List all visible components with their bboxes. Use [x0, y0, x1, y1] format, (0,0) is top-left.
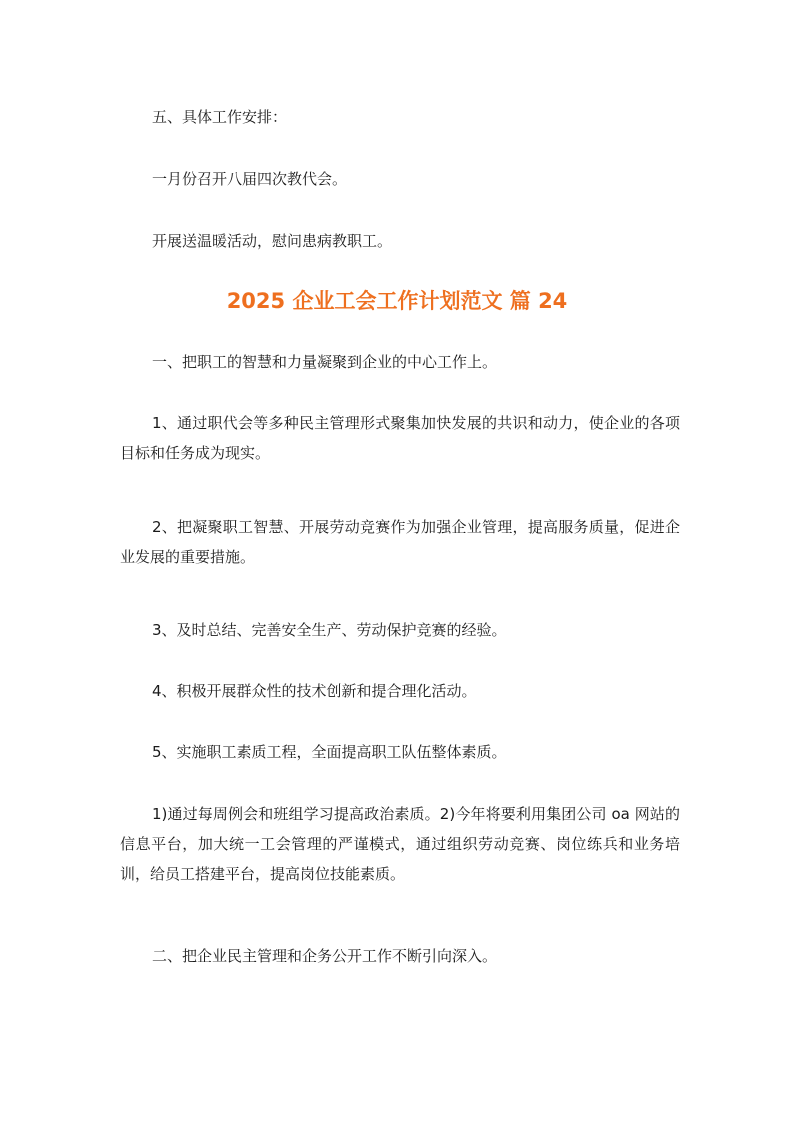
paragraph-item-7: 1)通过每周例会和班组学习提高政治素质。2)今年将要利用集团公司 oa 网站的信息平台，加大统一工会管理的严谨模式，通过组织劳动竞赛、岗位练兵和业务培训，给员工搭建平台，提高岗位技能素质。	[120, 805, 680, 883]
section-title: 2025 企业工会工作计划范文 篇 24	[226, 289, 568, 313]
paragraph-item-4: 3、及时总结、完善安全生产、劳动保护竞赛的经验。	[152, 621, 507, 639]
paragraph-item-8: 二、把企业民主管理和企务公开工作不断引向深入。	[152, 947, 498, 965]
paragraph-item-1: 一、把职工的智慧和力量凝聚到企业的中心工作上。	[152, 353, 498, 371]
paragraph-item-5: 4、积极开展群众性的技术创新和提合理化活动。	[152, 682, 477, 700]
paragraph-warmth-activity: 开展送温暖活动，慰问患病教职工。	[152, 232, 393, 250]
paragraph-item-3: 2、把凝聚职工智慧、开展劳动竞赛作为加强企业管理，提高服务质量，促进企业发展的重要措施。	[120, 518, 680, 566]
paragraph-work-arrangement: 五、具体工作安排：	[152, 108, 288, 126]
paragraph-item-2: 1、通过职代会等多种民主管理形式聚集加快发展的共识和动力，使企业的各项目标和任务成为现实。	[120, 414, 680, 462]
paragraph-item-6: 5、实施职工素质工程，全面提高职工队伍整体素质。	[152, 743, 507, 761]
paragraph-january-meeting: 一月份召开八届四次教代会。	[152, 170, 348, 188]
